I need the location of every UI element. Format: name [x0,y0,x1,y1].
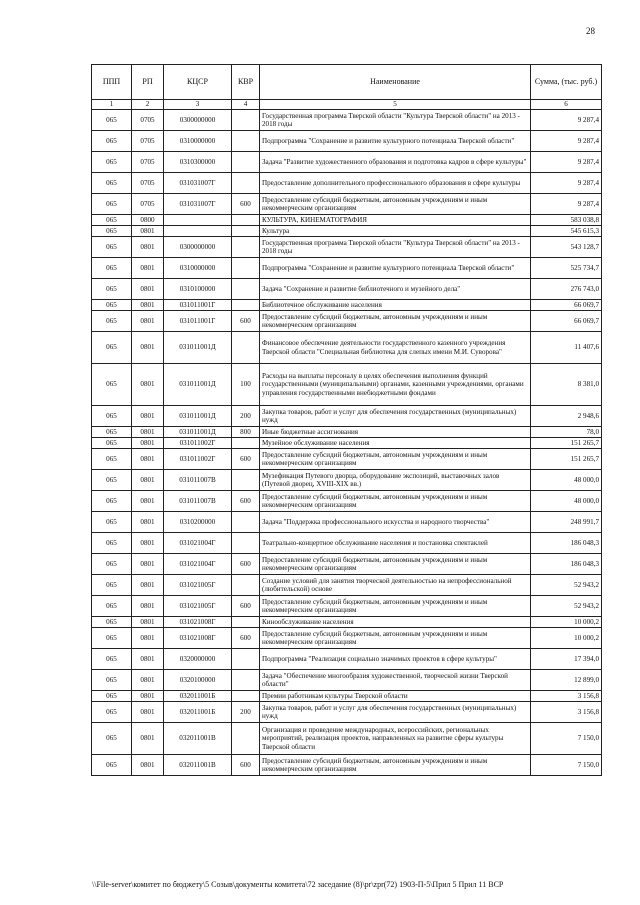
cell-kcsr: 031011001Д [164,332,232,364]
cell-ppp: 065 [92,649,132,670]
cell-sum: 66 069,7 [531,300,602,311]
table-row [92,173,602,194]
cell-kvr: 100 [232,364,260,406]
cell-kcsr: 031011002Г [164,449,232,470]
budget-table [91,64,602,776]
cell-kcsr: 0310000000 [164,258,232,279]
cell-name: Предоставление субсидий бюджетным, автономным учреждениям и иным некоммерческим организациям [260,194,531,215]
table-row [92,533,602,554]
cell-sum: 543 128,7 [531,237,602,258]
cell-rp: 0801 [132,427,164,438]
cell-rp: 0801 [132,470,164,491]
cell-rp: 0801 [132,702,164,723]
cell-kvr [232,470,260,491]
table-row [92,449,602,470]
cell-rp: 0801 [132,332,164,364]
cell-kcsr: 032011001Б [164,702,232,723]
cell-rp: 0801 [132,311,164,332]
table-row [92,702,602,723]
cell-name: Предоставление дополнительного профессионального образования в сфере культуры [260,173,531,194]
cell-kvr: 600 [232,194,260,215]
cell-ppp: 065 [92,279,132,300]
cell-kcsr: 031011007В [164,470,232,491]
cell-kvr [232,512,260,533]
cell-kcsr: 031011007В [164,491,232,512]
column-number: 1 [92,100,132,110]
table-row [92,596,602,617]
cell-kvr [232,237,260,258]
cell-rp: 0801 [132,596,164,617]
cell-name: Подпрограмма "Реализация социально значимых проектов в сфере культуры" [260,649,531,670]
cell-ppp: 065 [92,406,132,427]
cell-name: Предоставление субсидий бюджетным, автономным учреждениям и иным некоммерческим организациям [260,755,531,776]
table-row [92,110,602,131]
table-row [92,300,602,311]
cell-sum: 9 287,4 [531,173,602,194]
cell-sum: 48 000,0 [531,470,602,491]
cell-ppp: 065 [92,554,132,575]
cell-kcsr: 032011001Б [164,691,232,702]
cell-kcsr: 031021004Г [164,554,232,575]
cell-kcsr: 031021008Г [164,628,232,649]
cell-kcsr: 031021004Г [164,533,232,554]
cell-rp: 0801 [132,617,164,628]
cell-name: Предоставление субсидий бюджетным, автономным учреждениям и иным некоммерческим организациям [260,491,531,512]
cell-ppp: 065 [92,173,132,194]
cell-kcsr: 031021008Г [164,617,232,628]
cell-sum: 583 038,8 [531,215,602,226]
cell-rp: 0800 [132,215,164,226]
cell-sum: 186 048,3 [531,533,602,554]
cell-kvr: 200 [232,702,260,723]
column-number: 2 [132,100,164,110]
cell-sum: 151 265,7 [531,449,602,470]
cell-rp: 0801 [132,237,164,258]
cell-sum: 525 734,7 [531,258,602,279]
cell-sum: 12 899,0 [531,670,602,691]
table-row [92,226,602,237]
cell-name: Кинообслуживание населения [260,617,531,628]
table-row [92,723,602,755]
cell-kcsr: 031031007Г [164,194,232,215]
table-row [92,364,602,406]
cell-rp: 0705 [132,194,164,215]
cell-sum: 52 943,2 [531,575,602,596]
cell-ppp: 065 [92,364,132,406]
cell-sum: 186 048,3 [531,554,602,575]
table-row [92,470,602,491]
cell-rp: 0801 [132,449,164,470]
cell-rp: 0801 [132,554,164,575]
cell-sum: 11 407,6 [531,332,602,364]
cell-kvr: 600 [232,596,260,617]
cell-kcsr: 031011001Д [164,406,232,427]
table-row [92,332,602,364]
table-row [92,691,602,702]
cell-ppp: 065 [92,311,132,332]
cell-rp: 0705 [132,152,164,173]
cell-name: Закупка товаров, работ и услуг для обеспечения государственных (муниципальных) нужд [260,406,531,427]
footer-file-path: \\File-server\комитет по бюджету\5 Созыв\документы комитета\72 заседание (8)\pr\zpr(72) 1903-П-5\Прил 5 Прил 11 ВСР [92,880,504,889]
cell-sum: 545 615,3 [531,226,602,237]
cell-kvr [232,575,260,596]
cell-kcsr: 031031007Г [164,173,232,194]
cell-ppp: 065 [92,226,132,237]
cell-name: Театрально-концертное обслуживание населения и постановка спектаклей [260,533,531,554]
cell-kcsr: 031011001Д [164,427,232,438]
column-number: 5 [260,100,531,110]
cell-sum: 9 287,4 [531,152,602,173]
cell-kvr [232,226,260,237]
column-header-name: Наименование [260,65,531,100]
cell-sum: 248 991,7 [531,512,602,533]
table-row [92,512,602,533]
cell-name: Культура [260,226,531,237]
cell-ppp: 065 [92,300,132,311]
cell-name: Задача "Развитие художественного образования и подготовка кадров в сфере культуры" [260,152,531,173]
cell-ppp: 065 [92,110,132,131]
cell-ppp: 065 [92,438,132,449]
cell-sum: 3 156,8 [531,702,602,723]
cell-kvr: 600 [232,755,260,776]
table-row [92,617,602,628]
cell-ppp: 065 [92,470,132,491]
cell-rp: 0801 [132,670,164,691]
cell-kcsr: 032011001В [164,723,232,755]
table-row [92,491,602,512]
cell-sum: 17 394,0 [531,649,602,670]
cell-rp: 0801 [132,755,164,776]
cell-sum: 3 156,8 [531,691,602,702]
table-row [92,311,602,332]
cell-name: Государственная программа Тверской области "Культура Тверской области" на 2013 - 2018 годы [260,237,531,258]
cell-name: Государственная программа Тверской области "Культура Тверской области" на 2013 - 2018 годы [260,110,531,131]
cell-sum: 9 287,4 [531,194,602,215]
cell-name: Премии работникам культуры Тверской области [260,691,531,702]
cell-kvr [232,215,260,226]
cell-rp: 0801 [132,723,164,755]
cell-kvr: 600 [232,449,260,470]
cell-kcsr: 0310300000 [164,152,232,173]
cell-kvr [232,533,260,554]
cell-name: КУЛЬТУРА, КИНЕМАТОГРАФИЯ [260,215,531,226]
cell-rp: 0801 [132,300,164,311]
table-row [92,575,602,596]
cell-kcsr: 031011001Г [164,300,232,311]
table-row [92,427,602,438]
cell-sum: 52 943,2 [531,596,602,617]
cell-sum: 66 069,7 [531,311,602,332]
cell-ppp: 065 [92,723,132,755]
cell-kcsr: 0320100000 [164,670,232,691]
cell-rp: 0801 [132,438,164,449]
page-number: 28 [586,26,595,36]
cell-name: Музефикация Путевого дворца, оборудование экспозиций, выставочных залов (Путевой дворец, XVIII-XIX вв.) [260,470,531,491]
cell-name: Иные бюджетные ассигнования [260,427,531,438]
cell-kcsr: 032011001В [164,755,232,776]
cell-kvr [232,279,260,300]
cell-ppp: 065 [92,575,132,596]
cell-ppp: 065 [92,755,132,776]
cell-kvr [232,691,260,702]
cell-ppp: 065 [92,512,132,533]
cell-rp: 0801 [132,575,164,596]
cell-ppp: 065 [92,491,132,512]
cell-kvr [232,131,260,152]
cell-kvr [232,300,260,311]
cell-rp: 0801 [132,491,164,512]
cell-rp: 0801 [132,649,164,670]
table-row [92,554,602,575]
cell-sum: 10 000,2 [531,617,602,628]
cell-ppp: 065 [92,691,132,702]
cell-rp: 0705 [132,131,164,152]
cell-rp: 0801 [132,691,164,702]
column-number: 4 [232,100,260,110]
cell-sum: 9 287,4 [531,131,602,152]
cell-kcsr: 031011002Г [164,438,232,449]
cell-name: Библиотечное обслуживание населения [260,300,531,311]
table-row [92,755,602,776]
table-header-row [92,65,602,100]
cell-kvr [232,670,260,691]
table-row [92,279,602,300]
column-header-sum: Сумма, (тыс. руб.) [531,65,602,100]
cell-name: Задача "Обеспечение многообразия художественной, творческой жизни Тверской области" [260,670,531,691]
cell-ppp: 065 [92,237,132,258]
cell-name: Расходы на выплаты персоналу в целях обеспечения выполнения функций государственными (муниципальными) органами, казенными учреждениями, органами управления государственными внебюджетными фондами [260,364,531,406]
cell-sum: 7 150,0 [531,723,602,755]
cell-kvr: 600 [232,554,260,575]
cell-kcsr: 0320000000 [164,649,232,670]
cell-kvr [232,617,260,628]
cell-name: Подпрограмма "Сохранение и развитие культурного потенциала Тверской области" [260,258,531,279]
cell-kvr: 600 [232,628,260,649]
cell-rp: 0801 [132,533,164,554]
cell-kvr: 600 [232,311,260,332]
column-header-kcsr: КЦСР [164,65,232,100]
cell-sum: 151 265,7 [531,438,602,449]
cell-name: Задача "Сохранение и развитие библиотечного и музейного дела" [260,279,531,300]
table-row [92,670,602,691]
cell-ppp: 065 [92,533,132,554]
column-number: 6 [531,100,602,110]
cell-kvr: 800 [232,427,260,438]
cell-ppp: 065 [92,152,132,173]
column-header-ppp: ППП [92,65,132,100]
table-row [92,628,602,649]
cell-kcsr: 0300000000 [164,237,232,258]
column-header-kvr: КВР [232,65,260,100]
cell-name: Предоставление субсидий бюджетным, автономным учреждениям и иным некоммерческим организациям [260,596,531,617]
cell-kcsr: 0300000000 [164,110,232,131]
cell-name: Предоставление субсидий бюджетным, автономным учреждениям и иным некоммерческим организациям [260,628,531,649]
cell-ppp: 065 [92,258,132,279]
cell-name: Подпрограмма "Сохранение и развитие культурного потенциала Тверской области" [260,131,531,152]
cell-ppp: 065 [92,617,132,628]
cell-ppp: 065 [92,194,132,215]
column-number: 3 [164,100,232,110]
cell-name: Предоставление субсидий бюджетным, автономным учреждениям и иным некоммерческим организациям [260,449,531,470]
cell-kcsr [164,226,232,237]
cell-kvr [232,152,260,173]
cell-rp: 0801 [132,628,164,649]
cell-rp: 0801 [132,279,164,300]
cell-ppp: 065 [92,628,132,649]
cell-name: Закупка товаров, работ и услуг для обеспечения государственных (муниципальных) нужд [260,702,531,723]
cell-ppp: 065 [92,670,132,691]
cell-sum: 48 000,0 [531,491,602,512]
table-row [92,194,602,215]
cell-rp: 0801 [132,258,164,279]
cell-kcsr: 0310100000 [164,279,232,300]
cell-rp: 0801 [132,406,164,427]
cell-kvr: 200 [232,406,260,427]
table-row [92,237,602,258]
cell-kvr [232,173,260,194]
table-body [92,110,602,776]
cell-rp: 0705 [132,173,164,194]
cell-ppp: 065 [92,131,132,152]
cell-kvr [232,723,260,755]
cell-name: Задача "Поддержка профессионального искусства и народного творчества" [260,512,531,533]
cell-kcsr: 031021005Г [164,575,232,596]
table-row [92,215,602,226]
cell-name: Создание условий для занятия творческой деятельностью на непрофессиональной (любительской) основе [260,575,531,596]
cell-sum: 10 000,2 [531,628,602,649]
cell-ppp: 065 [92,332,132,364]
column-header-rp: РП [132,65,164,100]
cell-sum: 9 287,4 [531,110,602,131]
cell-kcsr: 031011001Г [164,311,232,332]
table-row [92,438,602,449]
cell-name: Предоставление субсидий бюджетным, автономным учреждениям и иным некоммерческим организациям [260,311,531,332]
cell-name: Музейное обслуживание населения [260,438,531,449]
cell-kcsr: 031011001Д [164,364,232,406]
cell-sum: 276 743,0 [531,279,602,300]
cell-kvr [232,332,260,364]
table-row [92,258,602,279]
cell-rp: 0801 [132,364,164,406]
cell-kcsr: 0310200000 [164,512,232,533]
cell-kvr [232,258,260,279]
cell-kcsr [164,215,232,226]
cell-ppp: 065 [92,702,132,723]
cell-kvr [232,438,260,449]
cell-sum: 2 948,6 [531,406,602,427]
table-row [92,152,602,173]
cell-name: Финансовое обеспечение деятельности государственного казенного учреждения Тверской области "Специальная библиотека для слепых имени М.И. Суворова" [260,332,531,364]
cell-kvr: 600 [232,491,260,512]
cell-ppp: 065 [92,449,132,470]
cell-ppp: 065 [92,215,132,226]
cell-kvr [232,110,260,131]
table-row [92,649,602,670]
cell-kvr [232,649,260,670]
cell-rp: 0801 [132,226,164,237]
cell-rp: 0801 [132,512,164,533]
table-row [92,131,602,152]
cell-sum: 8 381,0 [531,364,602,406]
cell-sum: 78,0 [531,427,602,438]
cell-ppp: 065 [92,596,132,617]
cell-sum: 7 150,0 [531,755,602,776]
cell-rp: 0705 [132,110,164,131]
cell-kcsr: 0310000000 [164,131,232,152]
table-row [92,406,602,427]
cell-name: Организация и проведение международных, всероссийских, региональных мероприятий, реализация проектов, направленных на развитие сферы культуры Тверской области [260,723,531,755]
cell-kcsr: 031021005Г [164,596,232,617]
cell-ppp: 065 [92,427,132,438]
cell-name: Предоставление субсидий бюджетным, автономным учреждениям и иным некоммерческим организациям [260,554,531,575]
column-number-row [92,100,602,110]
